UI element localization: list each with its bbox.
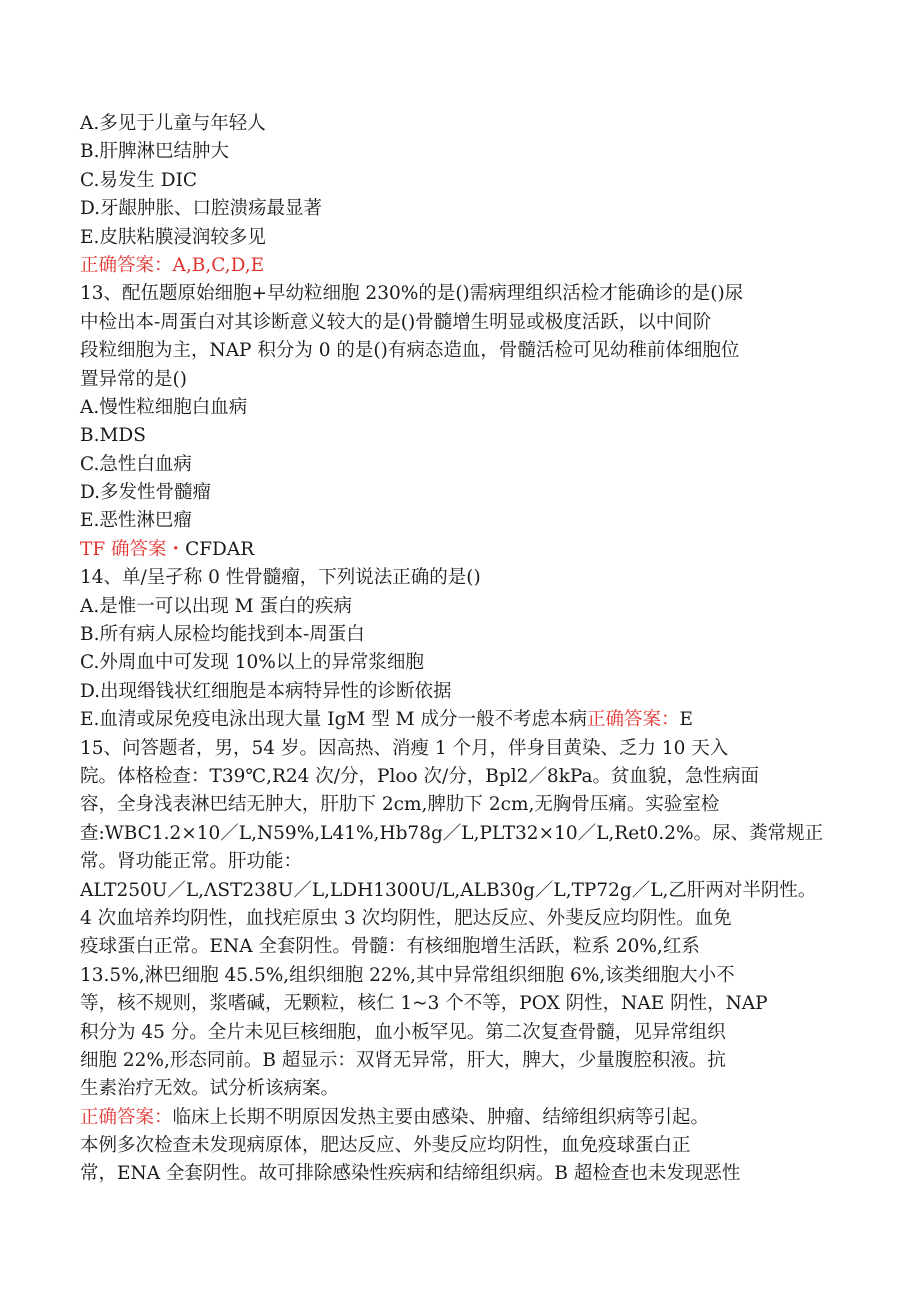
q15-stem-line-9: 13.5%,淋巴细胞 45.5%,组织细胞 22%,其中异常组织细胞 6%,该类细胞大小不	[80, 964, 735, 986]
q12-answer-value: A,B,C,D,E	[172, 254, 265, 276]
q15-stem-line-7: 4 次血培养均阴性，血找疟原虫 3 次均阴性，肥达反应、外斐反应均阴性。血免	[80, 907, 732, 929]
q15-stem-line-10: 等，核不规则，浆嗜碱，无颗粒，核仁 1~3 个不等，POX 阴性，NAE 阴性，NAP	[80, 993, 768, 1015]
q12-option-b: B.肝脾淋巴结肿大	[80, 141, 229, 163]
q14-answer-label: 正确答案：	[586, 709, 680, 731]
q13-stem-line-1: 13、配伍题原始细胞+早幼粒细胞 230%的是()需病理组织活检才能确诊的是()尿	[80, 283, 744, 305]
q12-answer	[80, 252, 840, 280]
q12-option-a: A.多见于儿童与年轻人	[80, 113, 266, 134]
q15-stem-line-12: 细胞 22%,形态同前。B 超显示：双肾无异常，肝大，脾大，少量腹腔积液。抗	[80, 1049, 726, 1071]
q13-option-a: A.慢性粒细胞白血病	[80, 396, 248, 418]
q15-stem-line-6: ALT250U／L,ΛST238U／L,LDH1300U/L,ALB30g／L,TP72g／L,乙肝两对半阴性。	[80, 879, 817, 901]
q15-stem-line-2: 院。体格检查：T39℃,R24 次/分，Ploo 次/分，Bpl2／8kPa。贫血貌，急性病面	[80, 765, 760, 787]
q14-stem: 14、单/呈孑称 0 性骨髓瘤，下列说法正确的是()	[80, 567, 481, 589]
q13-answer-label: TF 确答案・	[80, 538, 186, 560]
q15-stem-line-8: 疫球蛋白正常。ENA 全套阴性。骨髓：有核细胞增生活跃，粒系 20%,红系	[80, 936, 700, 958]
q14-option-e-with-answer	[80, 706, 840, 734]
q13-option-b: B.MDS	[80, 425, 146, 447]
q15-stem-line-13: 生素治疗无效。试分析该病案。	[80, 1078, 340, 1100]
q15-answer-line-2: 本例多次检查未发现病原体，肥达反应、外斐反应均阴性，血免疫球蛋白正	[80, 1135, 691, 1157]
q13-option-d: D.多发性骨髓瘤	[80, 482, 212, 504]
q14-option-a: A.是惟一可以出现 M 蛋白的疾病	[80, 595, 352, 617]
q14-option-d: D.出现缗钱状红细胞是本病特异性的诊断依据	[80, 680, 452, 702]
q14-option-c: C.外周血中可发现 10%以上的异常浆细胞	[80, 652, 424, 674]
q15-stem-line-11: 积分为 45 分。全片未见巨核细胞，血小板罕见。第二次复查骨髓，见异常组织	[80, 1021, 726, 1043]
q15-answer-text-1: 临床上长期不明原因发热主要由感染、肿瘤、结缔组织病等引起。	[172, 1106, 710, 1128]
q12-option-d: D.牙龈肿胀、口腔溃疡最显著	[80, 198, 323, 220]
q12-answer-label: 正确答案：	[80, 254, 173, 276]
q13-stem-line-3: 段粒细胞为主，NAP 积分为 0 的是()有病态造血，骨髓活检可见幼稚前体细胞位	[80, 340, 740, 362]
question-text	[80, 110, 840, 1189]
q15-answer-label: 正确答案：	[80, 1106, 173, 1128]
q14-option-b: B.所有病人尿检均能找到本-周蛋白	[80, 624, 365, 646]
q15-stem-line-4: 查:WBC1.2×10／L,N59%,L41%,Hb78g／L,PLT32×10／L,Ret0.2%。尿、粪常规正	[80, 822, 824, 844]
q15-answer-first-line	[80, 1104, 840, 1132]
q14-answer-value: E	[679, 709, 693, 731]
q14-option-e: E.血清或尿免疫电泳出现大量 IgM 型 M 成分一般不考虑本病	[80, 709, 587, 731]
q13-option-e: E.恶性淋巴瘤	[80, 510, 192, 532]
q13-option-c: C.急性白血病	[80, 453, 192, 475]
q13-answer	[80, 536, 840, 564]
q12-option-c: C.易发生 DIC	[80, 169, 198, 191]
q13-stem-line-4: 置异常的是()	[80, 368, 187, 390]
q15-answer-line-3: 常，ENA 全套阴性。故可排除感染性疾病和结缔组织病。B 超检查也未发现恶性	[80, 1163, 741, 1185]
q15-stem-line-5: 常。肾功能正常。肝功能：	[80, 851, 303, 873]
q15-stem-line-1: 15、问答题者，男，54 岁。因高热、消瘦 1 个月，伴身目黄染、乏力 10 天入	[80, 737, 729, 759]
q13-answer-value: CFDAR	[185, 538, 255, 560]
q12-option-e: E.皮肤粘膜浸润较多见	[80, 226, 266, 248]
q15-stem-line-3: 容，全身浅表淋巴结无肿大，肝肋下 2cm,脾肋下 2cm,无胸骨压痛。实验室检	[80, 794, 720, 816]
q13-stem-line-2: 中检出本-周蛋白对其诊断意义较大的是()骨髓增生明显或极度活跃，以中间阶	[80, 311, 712, 333]
